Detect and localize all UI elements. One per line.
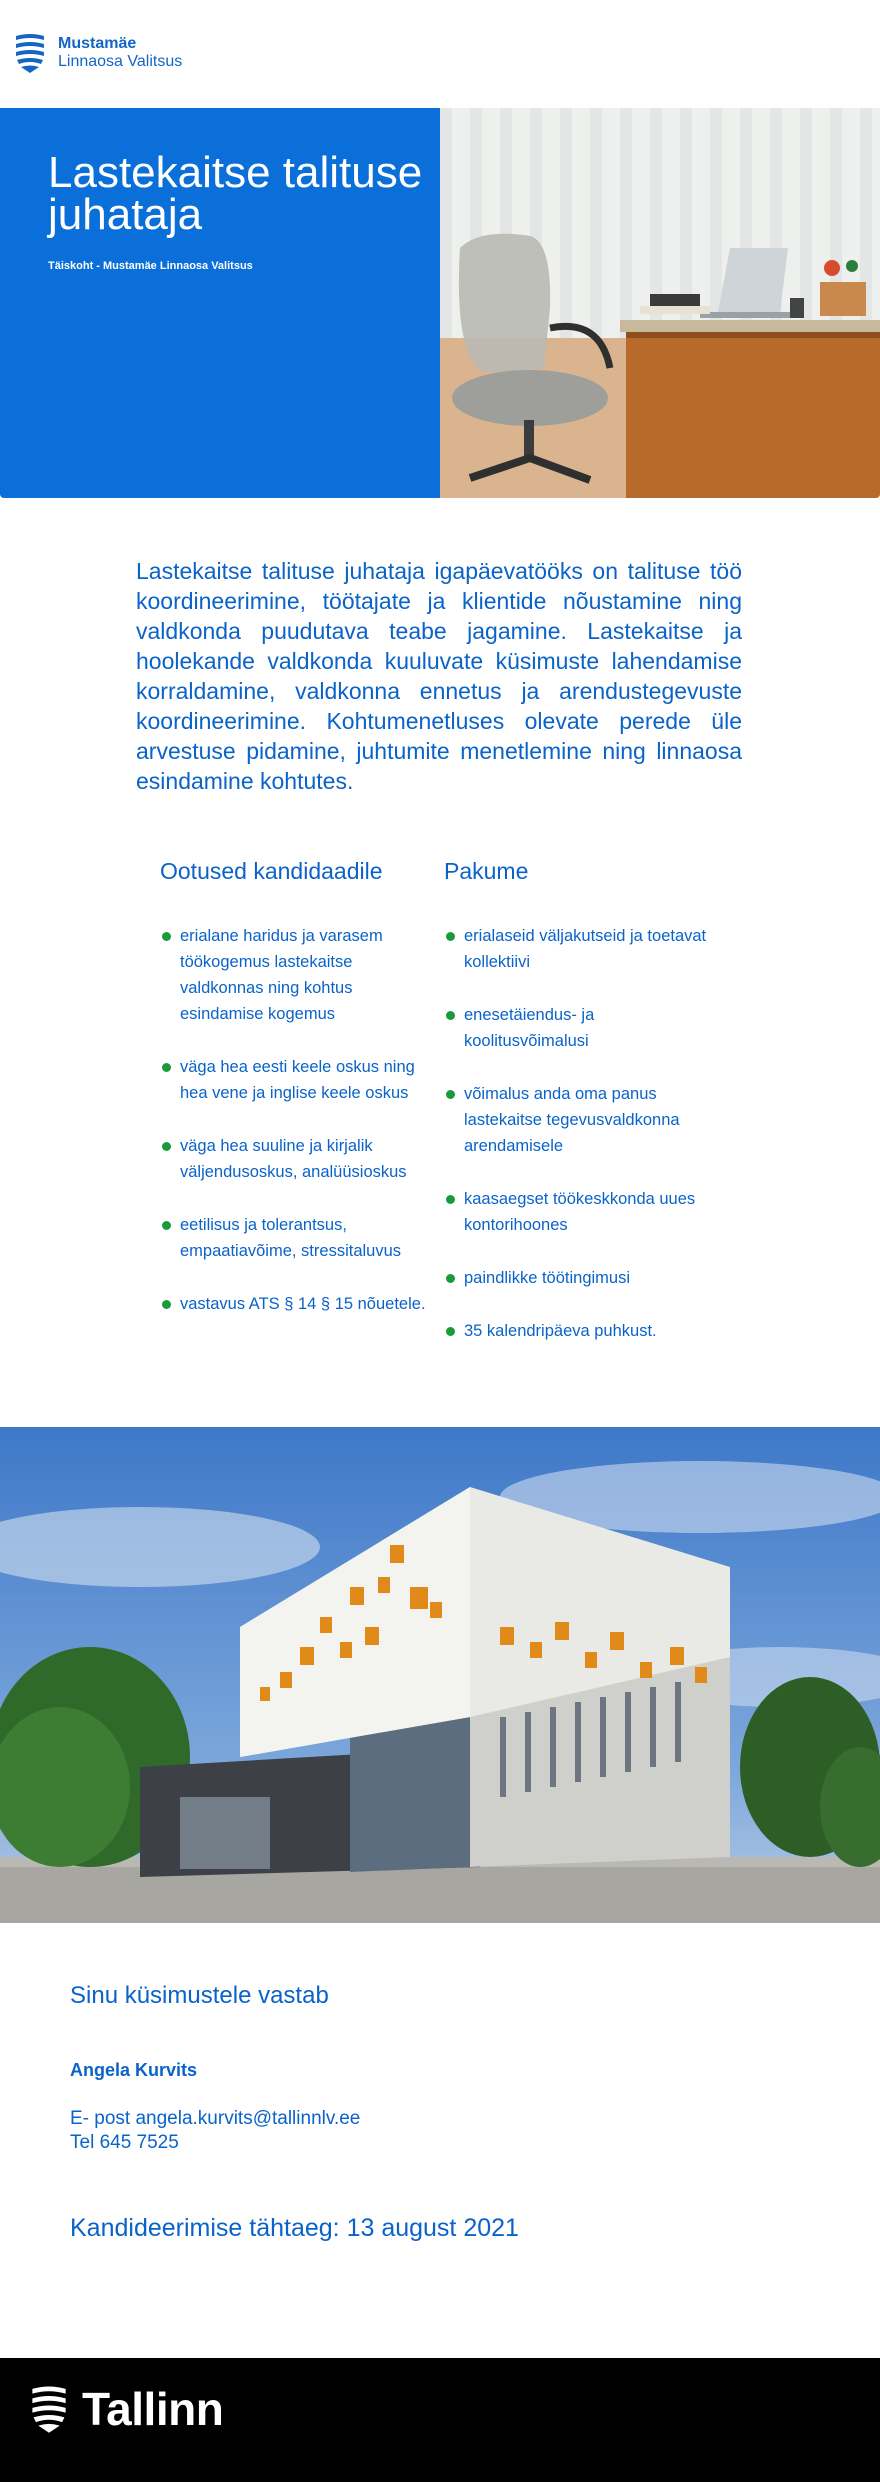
logo-line1: Mustamäe <box>58 35 137 52</box>
tallinn-coat-of-arms-icon <box>14 32 46 74</box>
expectations-title: Ootused kandidaadile <box>160 858 383 884</box>
bullet-icon <box>446 1011 455 1020</box>
expectations-list <box>160 923 430 1317</box>
offer-list <box>444 923 714 1344</box>
list-item: 35 kalendripäeva puhkust. <box>444 1318 714 1344</box>
list-item: eetilisus ja tolerantsus, empaatiavõime, stressitaluvus <box>160 1212 430 1264</box>
list-item: enesetäiendus- ja koolitusvõimalusi <box>444 1002 714 1054</box>
list-item: väga hea suuline ja kirjalik väljendusoskus, analüüsioskus <box>160 1133 430 1185</box>
contact-name: Angela Kurvits <box>70 2060 198 2080</box>
expectations-section <box>160 858 430 1344</box>
offer-section <box>444 858 714 1371</box>
bullet-icon <box>446 1090 455 1099</box>
offer-title: Pakume <box>444 858 529 884</box>
application-deadline: Kandideerimise tähtaeg: 13 august 2021 <box>70 2214 519 2242</box>
list-item: erialane haridus ja varasem töökogemus lastekaitse valdkonnas ning kohtus esindamise kogemus <box>160 923 430 1027</box>
footer-logo-text: Tallinn <box>82 2383 224 2435</box>
hero-text-panel <box>0 108 440 498</box>
bullet-icon <box>162 932 171 941</box>
bullet-icon <box>162 1142 171 1151</box>
list-item: erialaseid väljakutseid ja toetavat kollektiivi <box>444 923 714 975</box>
header <box>0 0 880 108</box>
job-title: Lastekaitse talituse juhataja <box>48 148 423 239</box>
bullet-icon <box>446 1327 455 1336</box>
bullet-icon <box>162 1300 171 1309</box>
tallinn-logo[interactable] <box>30 2382 223 2436</box>
tallinn-coat-of-arms-icon <box>30 2383 68 2435</box>
contact-heading: Sinu küsimustele vastab <box>70 1982 329 2009</box>
list-item: võimalus anda oma panus lastekaitse tegevusvaldkonna arendamisele <box>444 1081 714 1159</box>
office-photo <box>440 108 880 498</box>
contact-phone[interactable]: Tel 645 7525 <box>70 2132 179 2153</box>
hero-banner <box>0 108 880 498</box>
mustamae-logo[interactable] <box>14 32 182 74</box>
bullet-icon <box>162 1063 171 1072</box>
list-item: kaasaegset töökeskkonda uues kontorihoones <box>444 1186 714 1238</box>
list-item: väga hea eesti keele oskus ning hea vene ja inglise keele oskus <box>160 1054 430 1106</box>
job-description: Lastekaitse talituse juhataja igapäevatööks on talituse töö koordineerimine, töötajate ja klientide nõustamine ning valdkonda puudutava teabe jagamine. Lastekaitse ja hoolekande valdkonda kuuluvate küsimuste lahendamise korraldamine, valdkonna ennetus ja arendustegevuste koordineerimine. Kohtumenetluses olevate perede üle arvestuse pidamine, juhtumite menetlemine ning linnaosa esindamine kohtutes. <box>136 558 742 794</box>
bullet-icon <box>446 1274 455 1283</box>
bullet-icon <box>162 1221 171 1230</box>
building-photo <box>0 1427 880 1923</box>
logo-line2: Linnaosa Valitsus <box>58 53 183 70</box>
contact-email-link[interactable]: E- post angela.kurvits@tallinnlv.ee <box>70 2108 361 2129</box>
list-item: paindlikke töötingimusi <box>444 1265 714 1291</box>
list-item: vastavus ATS § 14 § 15 nõuetele. <box>160 1291 430 1317</box>
footer <box>0 2358 880 2482</box>
bullet-icon <box>446 932 455 941</box>
bullet-icon <box>446 1195 455 1204</box>
job-subtitle: Täiskoht - Mustamäe Linnaosa Valitsus <box>48 260 253 272</box>
